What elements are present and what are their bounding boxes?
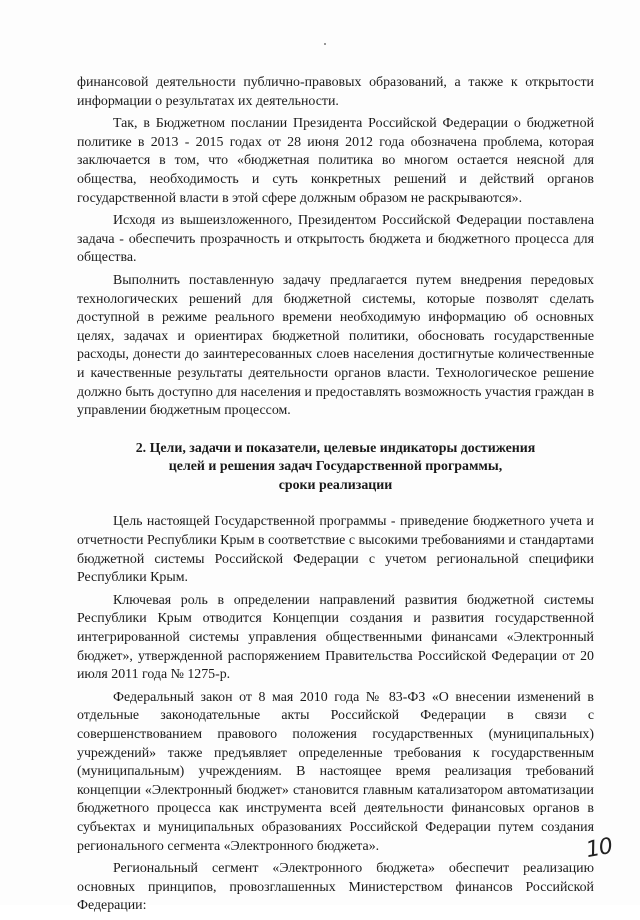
paragraph-program-goal: Цель настоящей Государственной программы - приведение бюджетного учета и отчетности Республики Крым в соответствие с высокими требованиями и стандартами бюджетной системы Российской Федерации с учетом региональной специфики Республики Крым. <box>77 514 594 586</box>
section-heading-line-1: 2. Цели, задачи и показатели, целевые индикаторы достижения <box>135 440 536 456</box>
scan-speck <box>324 43 326 45</box>
paragraph-continuation: финансовой деятельности публично-правовых образований, а также к открытости информации о результатах их деятельности. <box>77 75 594 109</box>
handwritten-page-number: 10 <box>584 833 614 864</box>
paragraph-federal-law: Федеральный закон от 8 мая 2010 года № 83-ФЗ «О внесении изменений в отдельные законодательные акты Российской Федерации в связи с совершенствованием правового положения государственных (муниципальных) учреждений» также предъявляет определенные требования к государственным (муниципальным) учреждениям. В настоящее время реализация требований концепции «Электронный бюджет» становится главным катализатором автоматизации бюджетного процесса как инструмента всей деятельности финансовых органов в субъектах и муниципальных образованиях Российской Федерации путем создания регионального сегмента «Электронного бюджета». <box>77 689 594 854</box>
page-content <box>77 74 594 920</box>
paragraph-budget-message: Так, в Бюджетном послании Президента Российской Федерации о бюджетной политике в 2013 - 2015 годах от 28 июня 2012 года обозначена проблема, которая заключается в том, что «бюджетная политика во многом остается неясной для общества, необходимость и суть конкретных решений и действий органов государственной власти в этой сфере должным образом не раскрываются». <box>77 116 594 206</box>
section-heading-line-2: целей и решения задач Государственной программы, <box>168 459 503 475</box>
paragraph-president-task: Исходя из вышеизложенного, Президентом Российской Федерации поставлена задача - обеспечить прозрачность и открытость бюджета и бюджетного процесса для общества. <box>77 213 594 266</box>
paragraph-key-role: Ключевая роль в определении направлений развития бюджетной системы Республики Крым отводится Концепции создания и развития государственной интегрированной системы управления общественными финансами «Электронный бюджет», утвержденной распоряжением Правительства Российской Федерации от 20 июля 2011 года № 1275-р. <box>77 592 594 683</box>
section-heading-line-3: сроки реализации <box>278 477 393 493</box>
paragraph-technology-solutions: Выполнить поставленную задачу предлагается путем внедрения передовых технологических решений для бюджетной системы, которые позволят сделать доступной в режиме реального времени необходимую информацию об основных целях, задачах и ориентирах бюджетной политики, обосновать государственные расходы, донести до заинтересованных слоев населения достигнутые количественные и качественные результаты деятельности органов власти. Технологическое решение должно быть доступно для населения и предоставлять возможность участия граждан в управлении бюджетным процессом. <box>77 272 594 419</box>
paragraph-regional-segment: Региональный сегмент «Электронного бюджета» обеспечит реализацию основных принципов, провозглашенных Министерством финансов Российской Федерации: <box>77 861 594 914</box>
section-heading <box>77 440 594 496</box>
